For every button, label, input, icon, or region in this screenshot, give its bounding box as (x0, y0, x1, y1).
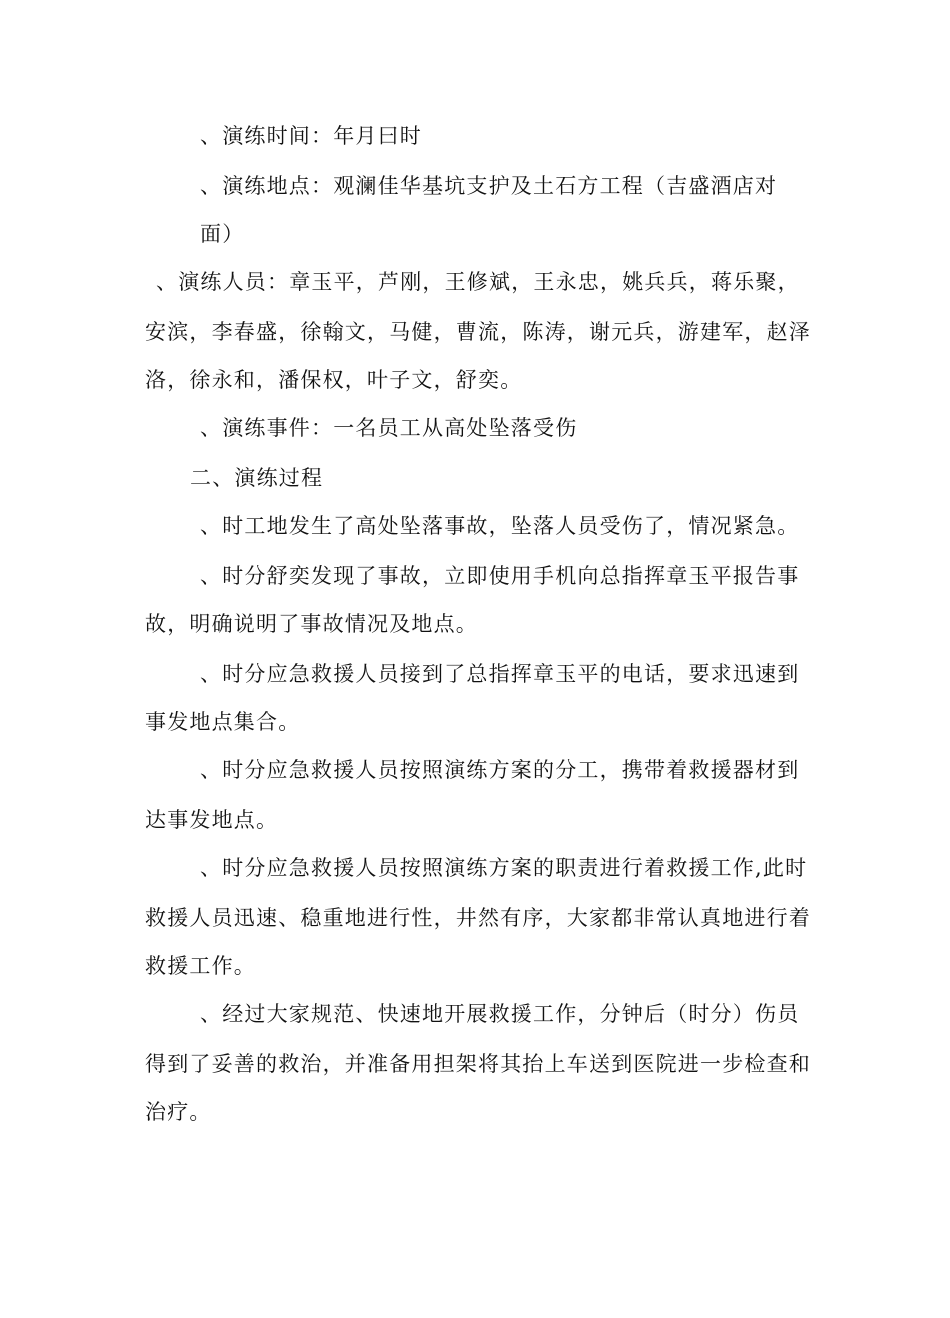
drill-personnel-continued-1: 安滨，李春盛，徐翰文，马健，曹流，陈涛，谢元兵，游建军，赵泽 (145, 320, 811, 344)
process-step-3: 、时分应急救援人员接到了总指挥章玉平的电话，要求迅速到 (200, 662, 800, 686)
process-step-4: 、时分应急救援人员按照演练方案的分工，携带着救援器材到 (200, 758, 800, 782)
drill-personnel-continued-2: 洛，徐永和，潘保权，叶子文，舒奕。 (145, 368, 523, 392)
process-step-1: 、时工地发生了高处坠落事故，坠落人员受伤了，情况紧急。 (200, 514, 800, 538)
process-step-2: 、时分舒奕发现了事故，立即使用手机向总指挥章玉平报告事 (200, 564, 800, 588)
process-step-4-continued: 达事发地点。 (145, 808, 279, 832)
process-step-3-continued: 事发地点集合。 (145, 710, 301, 734)
drill-personnel-line: 、演练人员：章玉平，芦刚，王修斌，王永忠，姚兵兵，蒋乐聚， (156, 270, 800, 294)
drill-location-line: 、演练地点：观澜佳华基坑支护及土石方工程（吉盛酒店对 (200, 174, 778, 198)
section-heading-drill-process: 二、演练过程 (190, 466, 324, 490)
drill-time-line: 、演练时间：年月曰时 (200, 124, 422, 148)
process-step-6-continued-1: 得到了妥善的救治，并准备用担架将其抬上车送到医院进一步检查和 (145, 1052, 811, 1076)
process-step-5-continued-1: 救援人员迅速、稳重地进行性，井然有序，大家都非常认真地进行着 (145, 906, 811, 930)
drill-event-line: 、演练事件：一名员工从高处坠落受伤 (200, 416, 578, 440)
drill-location-continued: 面） (200, 222, 245, 246)
process-step-6-continued-2: 治疗。 (145, 1100, 212, 1124)
process-step-5: 、时分应急救援人员按照演练方案的职责进行着救援工作,此时 (200, 856, 808, 880)
process-step-5-continued-2: 救援工作。 (145, 954, 256, 978)
process-step-2-continued: 故，明确说明了事故情况及地点。 (145, 612, 478, 636)
process-step-6: 、经过大家规范、快速地开展救援工作，分钟后（时分）伤员 (200, 1002, 800, 1026)
